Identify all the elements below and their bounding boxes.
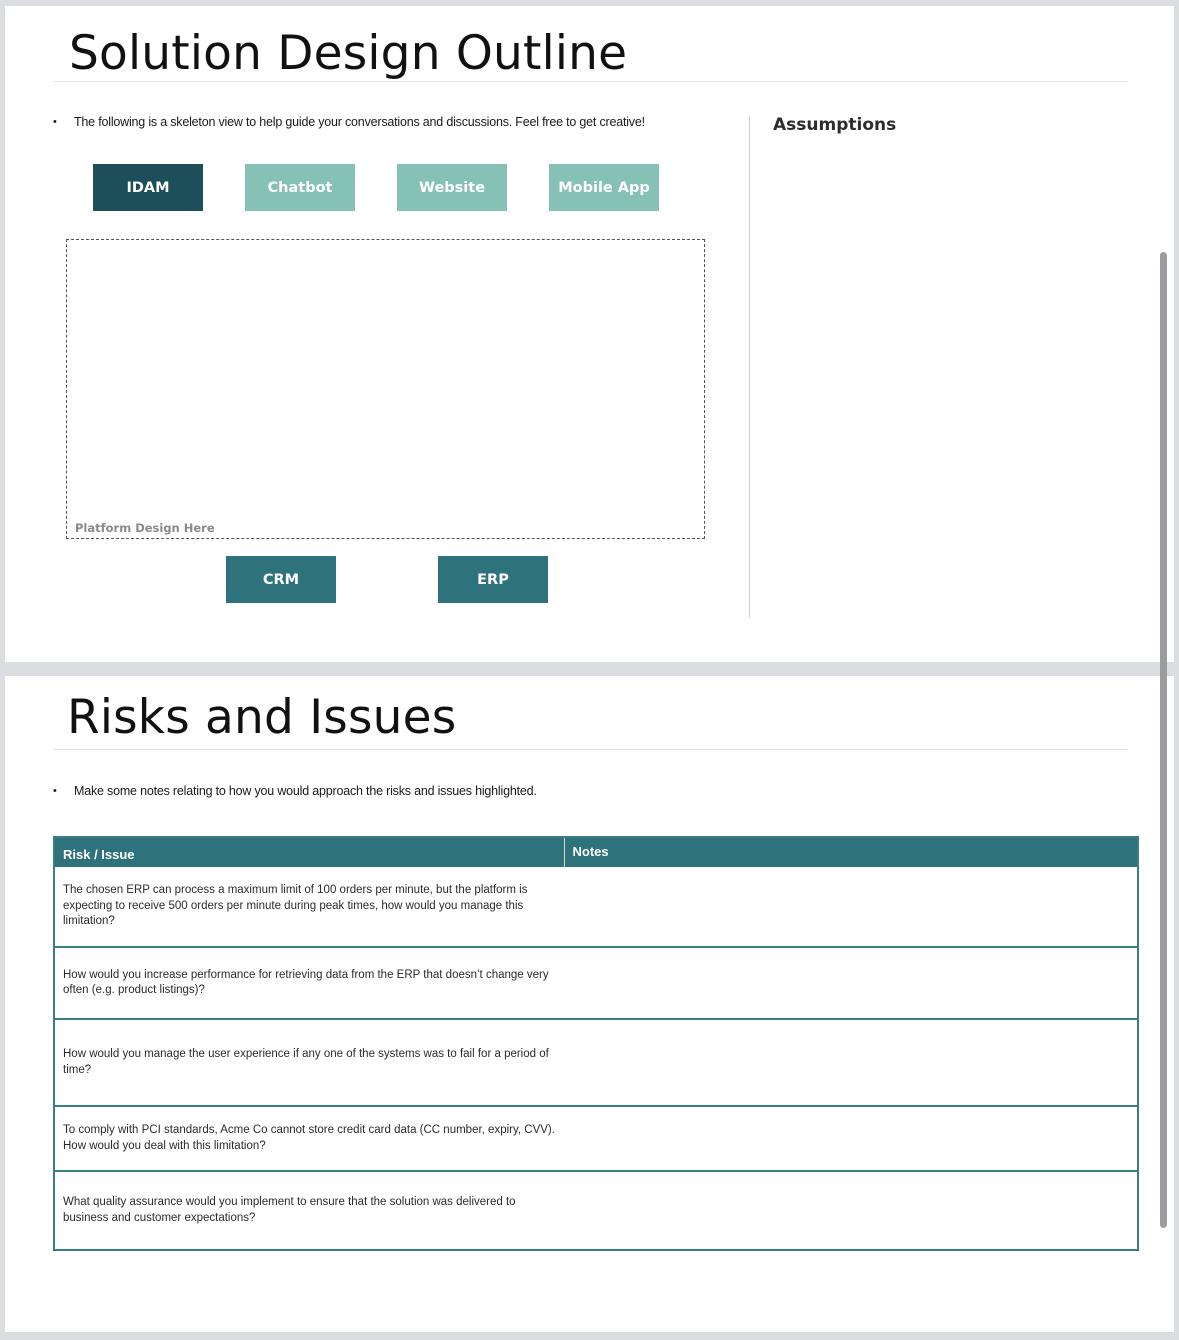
bullet-marker: • — [53, 116, 57, 128]
table-row — [54, 1019, 1138, 1106]
notes-cell[interactable] — [564, 867, 1138, 947]
risks-table — [53, 836, 1139, 1251]
risks-title: Risks and Issues — [67, 690, 457, 745]
table-row — [54, 1171, 1138, 1250]
mobile-app-button[interactable]: Mobile App — [549, 164, 659, 211]
risk-cell: To comply with PCI standards, Acme Co cannot store credit card data (CC number, expiry, CVV). How would you deal with this limitation? — [54, 1106, 564, 1171]
risk-cell: How would you increase performance for retrieving data from the ERP that doesn’t change very often (e.g. product listings)? — [54, 947, 564, 1019]
notes-header: Notes — [564, 837, 1138, 867]
risk-issue-header: Risk / Issue — [54, 837, 564, 867]
platform-design-label: Platform Design Here — [75, 521, 215, 535]
table-row — [54, 1106, 1138, 1171]
table-row — [54, 867, 1138, 947]
notes-cell[interactable] — [564, 1019, 1138, 1106]
risk-cell: What quality assurance would you implement to ensure that the solution was delivered to business and customer expectations? — [63, 1196, 516, 1224]
title-rule — [53, 749, 1127, 750]
vertical-divider — [749, 116, 750, 618]
notes-cell[interactable] — [564, 947, 1138, 1019]
risk-cell: The chosen ERP can process a maximum limit of 100 orders per minute, but the platform is expecting to receive 500 orders per minute during peak times, how would you manage this limitation? — [54, 867, 564, 947]
vertical-scrollbar[interactable] — [1160, 252, 1167, 1228]
website-button[interactable]: Website — [397, 164, 507, 211]
erp-button[interactable]: ERP — [438, 556, 548, 603]
platform-design-area[interactable] — [66, 239, 705, 539]
chatbot-button[interactable]: Chatbot — [245, 164, 355, 211]
table-header-row — [54, 837, 1138, 867]
page-title: Solution Design Outline — [69, 26, 628, 81]
crm-button[interactable]: CRM — [226, 556, 336, 603]
idam-button[interactable]: IDAM — [93, 164, 203, 211]
intro-bullet: The following is a skeleton view to help guide your conversations and discussions. Feel free to get creative! — [74, 115, 645, 129]
notes-cell[interactable] — [564, 1106, 1138, 1171]
bullet-marker: • — [53, 785, 57, 797]
slide-solution-design — [5, 6, 1174, 662]
assumptions-heading: Assumptions — [773, 115, 897, 135]
risk-cell: How would you manage the user experience if any one of the systems was to fail for a period of time? — [54, 1019, 564, 1106]
table-row — [54, 947, 1138, 1019]
risks-bullet: Make some notes relating to how you would approach the risks and issues highlighted. — [74, 784, 537, 798]
slide-risks-issues — [5, 676, 1174, 1332]
title-rule — [53, 81, 1127, 82]
notes-cell[interactable] — [564, 1171, 1138, 1250]
